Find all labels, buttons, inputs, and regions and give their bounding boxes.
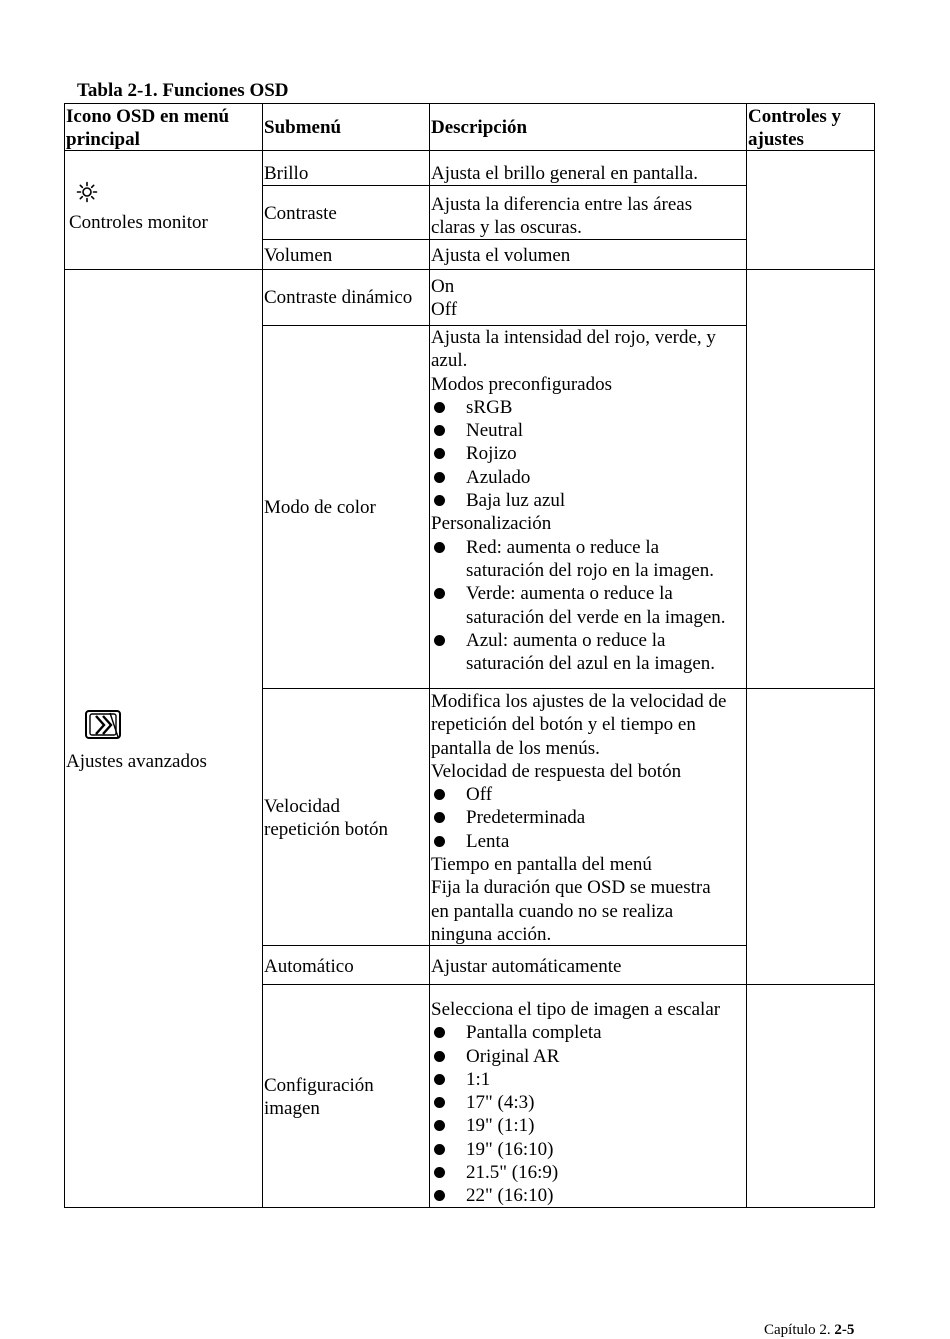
list-item: Azul: aumenta o reduce la [431, 629, 726, 652]
page-footer [764, 1322, 854, 1339]
submenu-contraste-dinamico: Contraste dinámico [264, 287, 413, 308]
submenu-configuracion-imagen: Configuración imagen [264, 1075, 374, 1120]
sun-brightness-icon [76, 181, 98, 203]
submenu-automatico: Automático [264, 956, 354, 977]
list-item: Pantalla completa [431, 1021, 720, 1044]
footer-page-number: 2-5 [834, 1322, 855, 1338]
table-border-top [64, 103, 875, 104]
list-item: Lenta [431, 830, 726, 853]
header-icon: Icono OSD en menú principal [66, 106, 230, 151]
list-item: sRGB [431, 396, 726, 419]
list-item: Verde: aumenta o reduce la [431, 582, 726, 605]
list-item: 22" (16:10) [431, 1184, 720, 1207]
desc-configuracion-imagen: Selecciona el tipo de imagen a escalar Pantalla completa Original AR 1:1 17" (4:3) 19" (1:1) 19" (16:10) 21.5" (16:9) 22" (16:10) [431, 999, 721, 1207]
group-rule [64, 269, 875, 270]
table-caption: Tabla 2-1. Funciones OSD [77, 80, 289, 101]
submenu-contraste: Contraste [264, 203, 337, 224]
list-item: 17" (4:3) [431, 1091, 720, 1114]
list-item: Predeterminada [431, 806, 726, 829]
list-item: Original AR [431, 1045, 720, 1068]
list-item: Red: aumenta o reduce la [431, 536, 726, 559]
group-label-monitor: Controles monitor [69, 212, 208, 233]
list-item: Azulado [431, 466, 726, 489]
list-item: 19" (1:1) [431, 1114, 720, 1137]
footer-chapter: Capítulo 2. [764, 1322, 831, 1338]
group-label-advanced: Ajustes avanzados [66, 751, 207, 772]
submenu-brillo: Brillo [264, 163, 309, 184]
desc-contraste: Ajusta la diferencia entre las áreas claras y las oscuras. [431, 194, 693, 239]
header-controls: Controles y ajustes [748, 106, 842, 151]
submenu-volumen: Volumen [264, 245, 333, 266]
submenu-modo-color: Modo de color [264, 497, 376, 518]
desc-contraste-dinamico: On Off [431, 276, 458, 321]
row-rule [262, 984, 874, 985]
header-submenu: Submenú [264, 117, 342, 138]
desc-automatico: Ajustar automáticamente [431, 956, 622, 977]
desc-volumen: Ajusta el volumen [431, 245, 571, 266]
advanced-settings-icon [84, 708, 124, 742]
desc-modo-color: Ajusta la intensidad del rojo, verde, y azul. Modos preconfigurados sRGB Neutral Rojizo Azulado Baja luz azul Personalización Red: aumenta o reduce la saturación del rojo en la imagen. Verde: aumenta o reduce la saturación del verde en la imagen. Azul: aumenta o reduce la saturación del azul en la imagen. [431, 327, 726, 675]
list-item: 21.5" (16:9) [431, 1161, 720, 1184]
list-item: Rojizo [431, 442, 726, 465]
row-rule [262, 688, 874, 689]
header-description: Descripción [431, 117, 528, 138]
list-item: 19" (16:10) [431, 1138, 720, 1161]
list-item: Neutral [431, 419, 726, 442]
list-item: 1:1 [431, 1068, 720, 1091]
desc-brillo: Ajusta el brillo general en pantalla. [431, 163, 698, 184]
submenu-velocidad: Velocidad repetición botón [264, 796, 388, 841]
desc-velocidad: Modifica los ajustes de la velocidad de repetición del botón y el tiempo en pantalla de los menús. Velocidad de respuesta del botón Off Predeterminada Lenta Tiempo en pantalla del menú Fija la duración que OSD se muestra en pantalla cuando no se realiza ninguna acción. [431, 691, 727, 945]
list-item: Baja luz azul [431, 489, 726, 512]
list-item: Off [431, 783, 726, 806]
